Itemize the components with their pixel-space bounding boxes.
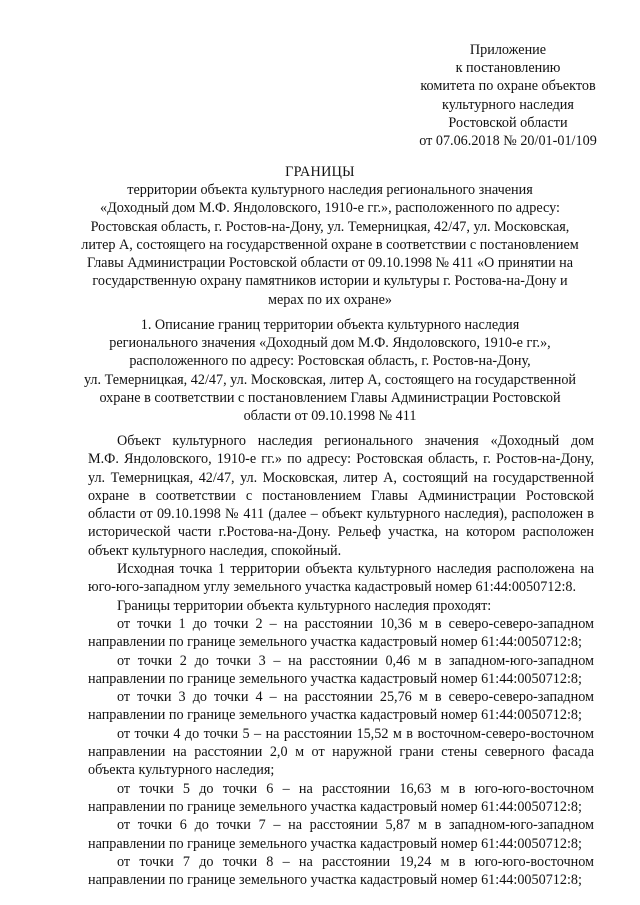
appendix-line: Приложение: [469, 42, 547, 58]
body-paragraph: [88, 432, 594, 560]
section-heading: [60, 316, 600, 425]
appendix-block: [390, 41, 626, 150]
document-subtitle: [60, 181, 600, 309]
paragraph-line: от точки 3 до точки 4 – на расстоянии 25,76 м в северо-северо-западном: [117, 689, 594, 706]
paragraph-line: направлении по границе земельного участка кадастровый номер 61:44:0050712:8;: [88, 707, 582, 724]
paragraph-line: направлении на расстоянии 2,0 м от наружной грани стены северного фасада: [88, 744, 594, 761]
section-line: расположенного по адресу: Ростовская область, г. Ростов-на-Дону,: [129, 353, 531, 370]
section-line: 1. Описание границ территории объекта культурного наследия: [140, 317, 520, 333]
subtitle-line: литер А, состоящего на государственной охране в соответствии с постановлением: [81, 236, 579, 253]
body-paragraph: [88, 615, 594, 652]
paragraph-line: охране в соответствии с постановлением Главы Администрации Ростовской: [88, 487, 594, 504]
body-paragraph: [88, 652, 594, 689]
appendix-line: к постановлению: [455, 60, 561, 77]
body-paragraph: [88, 560, 594, 597]
appendix-line: культурного наследия: [442, 96, 574, 113]
paragraph-line: Объект культурного наследия регионального значения «Доходный дом: [117, 433, 594, 449]
subtitle-line: территории объекта культурного наследия регионального значения: [127, 182, 533, 198]
paragraph-line: ул. Темерницкая, 42/47, ул. Московская, литер А, состоящий на государственной: [88, 469, 594, 486]
body-paragraph: [88, 725, 594, 780]
document-title: ГРАНИЦЫ: [285, 164, 355, 180]
paragraph-line: области от 09.10.1998 № 411 (далее – объект культурного наследия), расположен в: [88, 506, 594, 523]
section-line: ул. Темерницкая, 42/47, ул. Московская, литер А, состоящего на государственной: [83, 371, 577, 388]
body-paragraph: [88, 816, 594, 853]
paragraph-line: от точки 7 до точки 8 – на расстоянии 19,24 м в юго-юго-восточном: [117, 853, 594, 870]
paragraph-line: объекта культурного наследия;: [88, 762, 275, 779]
appendix-line: Ростовской области: [448, 114, 568, 131]
body-paragraph: [88, 688, 594, 725]
paragraph-line: направлении по границе земельного участка кадастровый номер 61:44:0050712:8;: [88, 798, 582, 815]
subtitle-line: Ростовская область, г. Ростов-на-Дону, ул. Темерницкая, 42/47, ул. Московская,: [90, 218, 570, 235]
section-line: регионального значения «Доходный дом М.Ф. Яндоловского, 1910-е гг.»,: [109, 335, 551, 352]
paragraph-line: направлении по границе земельного участка кадастровый номер 61:44:0050712:8;: [88, 872, 582, 889]
section-line: охране в соответствии с постановлением Главы Администрации Ростовской: [99, 389, 561, 406]
paragraph-line: от точки 2 до точки 3 – на расстоянии 0,46 м в западном-юго-западном: [117, 652, 594, 669]
subtitle-line: Главы Администрации Ростовской области от 09.10.1998 № 411 «О принятии на: [86, 255, 574, 272]
paragraph-line: юго-юго-западном углу земельного участка кадастровый номер 61:44:0050712:8.: [88, 579, 577, 596]
paragraph-line: направлении по границе земельного участка кадастровый номер 61:44:0050712:8;: [88, 634, 582, 651]
paragraph-line: от точки 6 до точки 7 – на расстоянии 5,87 м в западном-юго-западном: [117, 817, 594, 834]
body-paragraph: [88, 853, 594, 890]
body-paragraph: [88, 780, 594, 817]
paragraph-line: направлении по границе земельного участка кадастровый номер 61:44:0050712:8;: [88, 670, 582, 687]
paragraph-line: Исходная точка 1 территории объекта культурного наследия расположена на: [117, 561, 594, 578]
paragraph-line: от точки 5 до точки 6 – на расстоянии 16,63 м в юго-юго-восточном: [117, 780, 594, 797]
section-line: области от 09.10.1998 № 411: [243, 408, 417, 425]
subtitle-line: «Доходный дом М.Ф. Яндоловского, 1910-е гг.», расположенного по адресу:: [100, 200, 560, 217]
paragraph-line: от точки 1 до точки 2 – на расстоянии 10,36 м в северо-северо-западном: [117, 615, 594, 632]
paragraph-line: объект культурного наследия, спокойный.: [88, 542, 342, 559]
document-body: [88, 432, 594, 889]
subtitle-line: мерах по их охране»: [268, 291, 392, 308]
paragraph-line: от точки 4 до точки 5 – на расстоянии 15,52 м в восточном-северо-восточном: [117, 725, 594, 742]
body-paragraph: [88, 597, 594, 615]
paragraph-line: М.Ф. Яндоловского, 1910-е гг.» по адресу: Ростовская область, г. Ростов-на-Дону,: [88, 451, 594, 468]
appendix-line: комитета по охране объектов: [420, 78, 596, 95]
paragraph-line: исторической части г.Ростова-на-Дону. Рельеф участка, на котором расположен: [88, 524, 594, 541]
paragraph-line: направлении по границе земельного участка кадастровый номер 61:44:0050712:8;: [88, 835, 582, 852]
paragraph-line: Границы территории объекта культурного наследия проходят:: [117, 597, 492, 614]
appendix-line: от 07.06.2018 № 20/01-01/109: [419, 133, 597, 150]
subtitle-line: государственную охрану памятников истории и культуры г. Ростова-на-Дону и: [92, 273, 568, 290]
